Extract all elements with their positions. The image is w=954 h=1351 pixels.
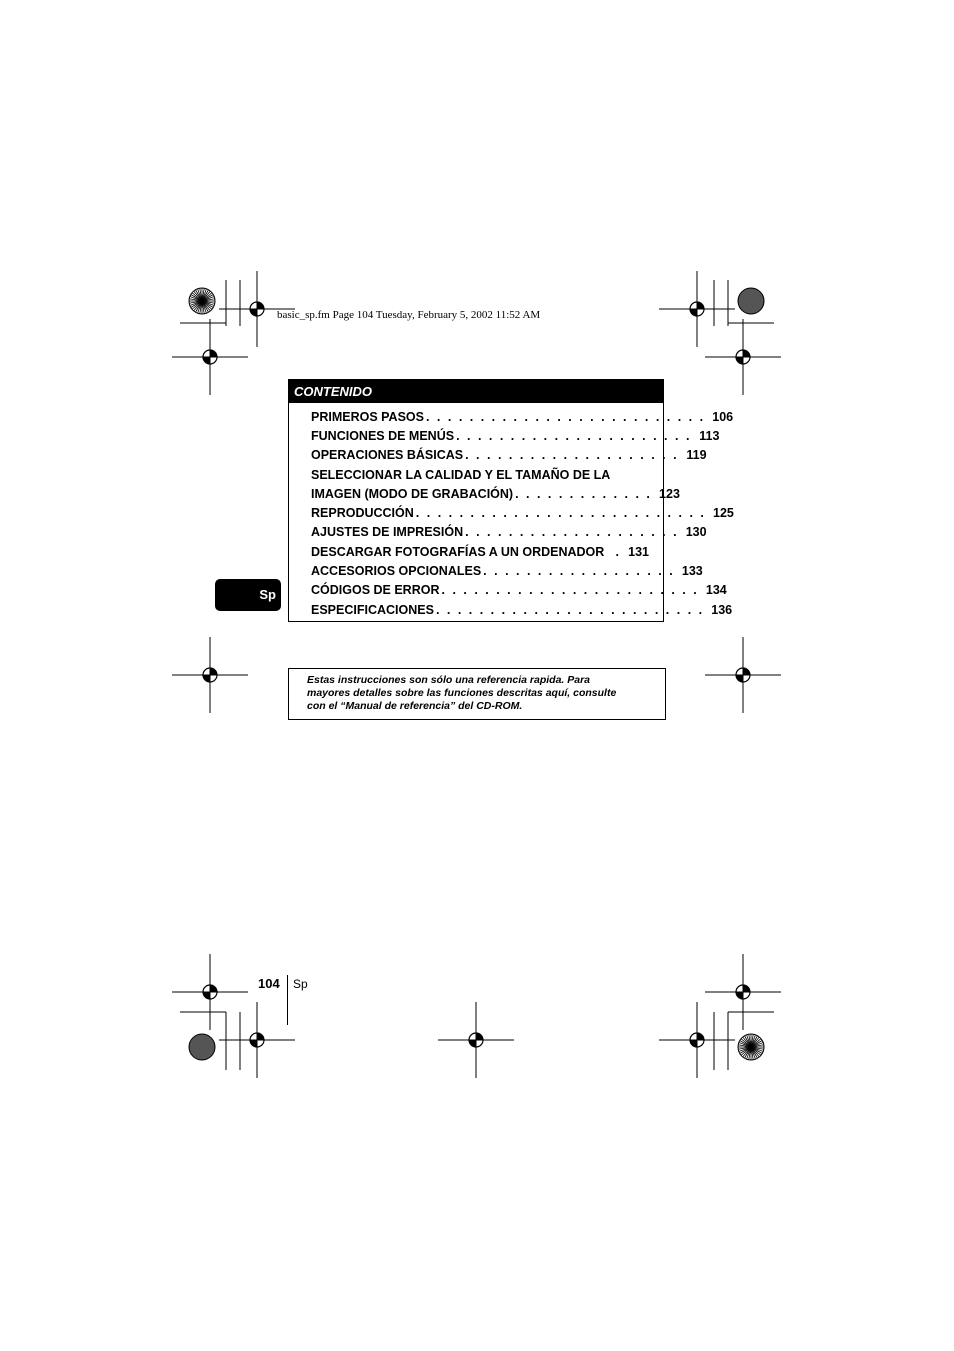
toc-entry[interactable]	[311, 407, 734, 426]
note-line: Estas instrucciones son sólo una referencia rapida. Para	[307, 674, 591, 686]
gray-dot-circle-icon	[189, 1034, 215, 1060]
toc-entry-page: 131	[628, 544, 649, 559]
language-tab-label: Sp	[259, 587, 276, 602]
toc-entry-page: 123	[659, 486, 680, 501]
footer-divider	[287, 975, 288, 1025]
language-tab	[215, 579, 281, 611]
toc-entry-label: AJUSTES DE IMPRESIÓN	[311, 525, 464, 540]
registration-crosshair-icon	[705, 954, 781, 1030]
registration-crosshair-icon	[172, 637, 248, 713]
toc-leader-dots: . . . . . . . . . . . . . . . . . . . . . .	[456, 428, 692, 443]
toc-entry-label: SELECCIONAR LA CALIDAD Y EL TAMAÑO DE LA	[311, 467, 611, 482]
toc-title-bar	[289, 380, 663, 403]
page-number: 104	[258, 976, 280, 991]
registration-crosshair-icon	[172, 319, 248, 395]
toc-leader-dots: . . . . . . . . . . . . . . . . . . . . . . . . . . .	[415, 506, 706, 521]
registration-crosshair-icon	[172, 954, 248, 1030]
toc-entry[interactable]	[311, 446, 707, 465]
toc-entry-label: ESPECIFICACIONES	[311, 602, 434, 617]
toc-entry-page: 130	[685, 525, 707, 540]
toc-title: CONTENIDO	[294, 384, 372, 399]
starburst-circle-icon	[189, 288, 215, 314]
toc-entry-page: 125	[713, 506, 734, 521]
toc-entry-label: CÓDIGOS DE ERROR	[311, 583, 440, 598]
toc-entry-page: 119	[686, 448, 707, 463]
toc-entry-label: FUNCIONES DE MENÚS	[311, 428, 455, 443]
toc-entry[interactable]	[311, 581, 727, 600]
toc-entry-label: ACCESORIOS OPCIONALES	[311, 564, 482, 579]
file-info-header: basic_sp.fm Page 104 Tuesday, February 5, 2002 11:52 AM	[277, 309, 541, 321]
toc-entry-label: IMAGEN (MODO DE GRABACIÓN)	[311, 486, 514, 501]
toc-entry[interactable]	[311, 542, 649, 561]
toc-leader-dots: . . . . . . . . . . . . . . . . . . . . . . . . . .	[425, 409, 706, 424]
toc-leader-dots: . . . . . . . . . . . . . . . . . . . .	[465, 448, 679, 463]
toc-list	[311, 407, 734, 619]
toc-entry[interactable]	[311, 426, 720, 445]
table-of-contents	[288, 379, 734, 622]
toc-entry[interactable]	[311, 484, 680, 503]
toc-entry-page: 136	[711, 602, 733, 617]
toc-leader-dots: .	[615, 544, 621, 559]
toc-entry[interactable]	[311, 561, 703, 580]
toc-leader-dots: . . . . . . . . . . . . . . . . . . . . . . . . .	[435, 602, 705, 617]
starburst-circle-icon	[738, 1034, 764, 1060]
toc-leader-dots: . . . . . . . . . . . . . . . . . . . .	[465, 525, 679, 540]
toc-entry-label: PRIMEROS PASOS	[311, 409, 424, 424]
page-language: Sp	[293, 977, 308, 991]
registration-crosshair-icon	[438, 1002, 514, 1078]
toc-entry[interactable]	[311, 600, 733, 619]
toc-leader-dots: . . . . . . . . . . . . . . . . . . . . . . . .	[441, 583, 699, 598]
note-line: con el “Manual de referencia” del CD-ROM.	[307, 700, 523, 712]
gray-dot-circle-icon	[738, 288, 764, 314]
toc-entry-page: 113	[699, 428, 720, 443]
registration-crosshair-icon	[659, 1002, 735, 1078]
toc-entry-label: DESCARGAR FOTOGRAFÍAS A UN ORDENADOR	[311, 544, 605, 559]
toc-entry[interactable]	[311, 503, 734, 522]
note-text	[307, 674, 657, 713]
toc-entry-page: 134	[705, 583, 727, 598]
registration-crosshair-icon	[659, 271, 735, 347]
toc-entry-label: REPRODUCCIÓN	[311, 506, 414, 521]
toc-leader-dots: . . . . . . . . . . . . .	[515, 486, 652, 501]
toc-entry[interactable]	[311, 465, 649, 484]
toc-entry[interactable]	[311, 523, 707, 542]
toc-leader-dots: . . . . . . . . . . . . . . . . . .	[483, 564, 675, 579]
note-line: mayores detalles sobre las funciones descritas aquí, consulte	[307, 687, 617, 699]
registration-crosshair-icon	[705, 319, 781, 395]
registration-crosshair-icon	[705, 637, 781, 713]
registration-crosshair-icon	[219, 1002, 295, 1078]
toc-entry-page: 133	[681, 564, 703, 579]
note-box	[288, 668, 666, 720]
toc-entry-page: 106	[712, 409, 734, 424]
toc-entry-label: OPERACIONES BÁSICAS	[311, 448, 464, 463]
